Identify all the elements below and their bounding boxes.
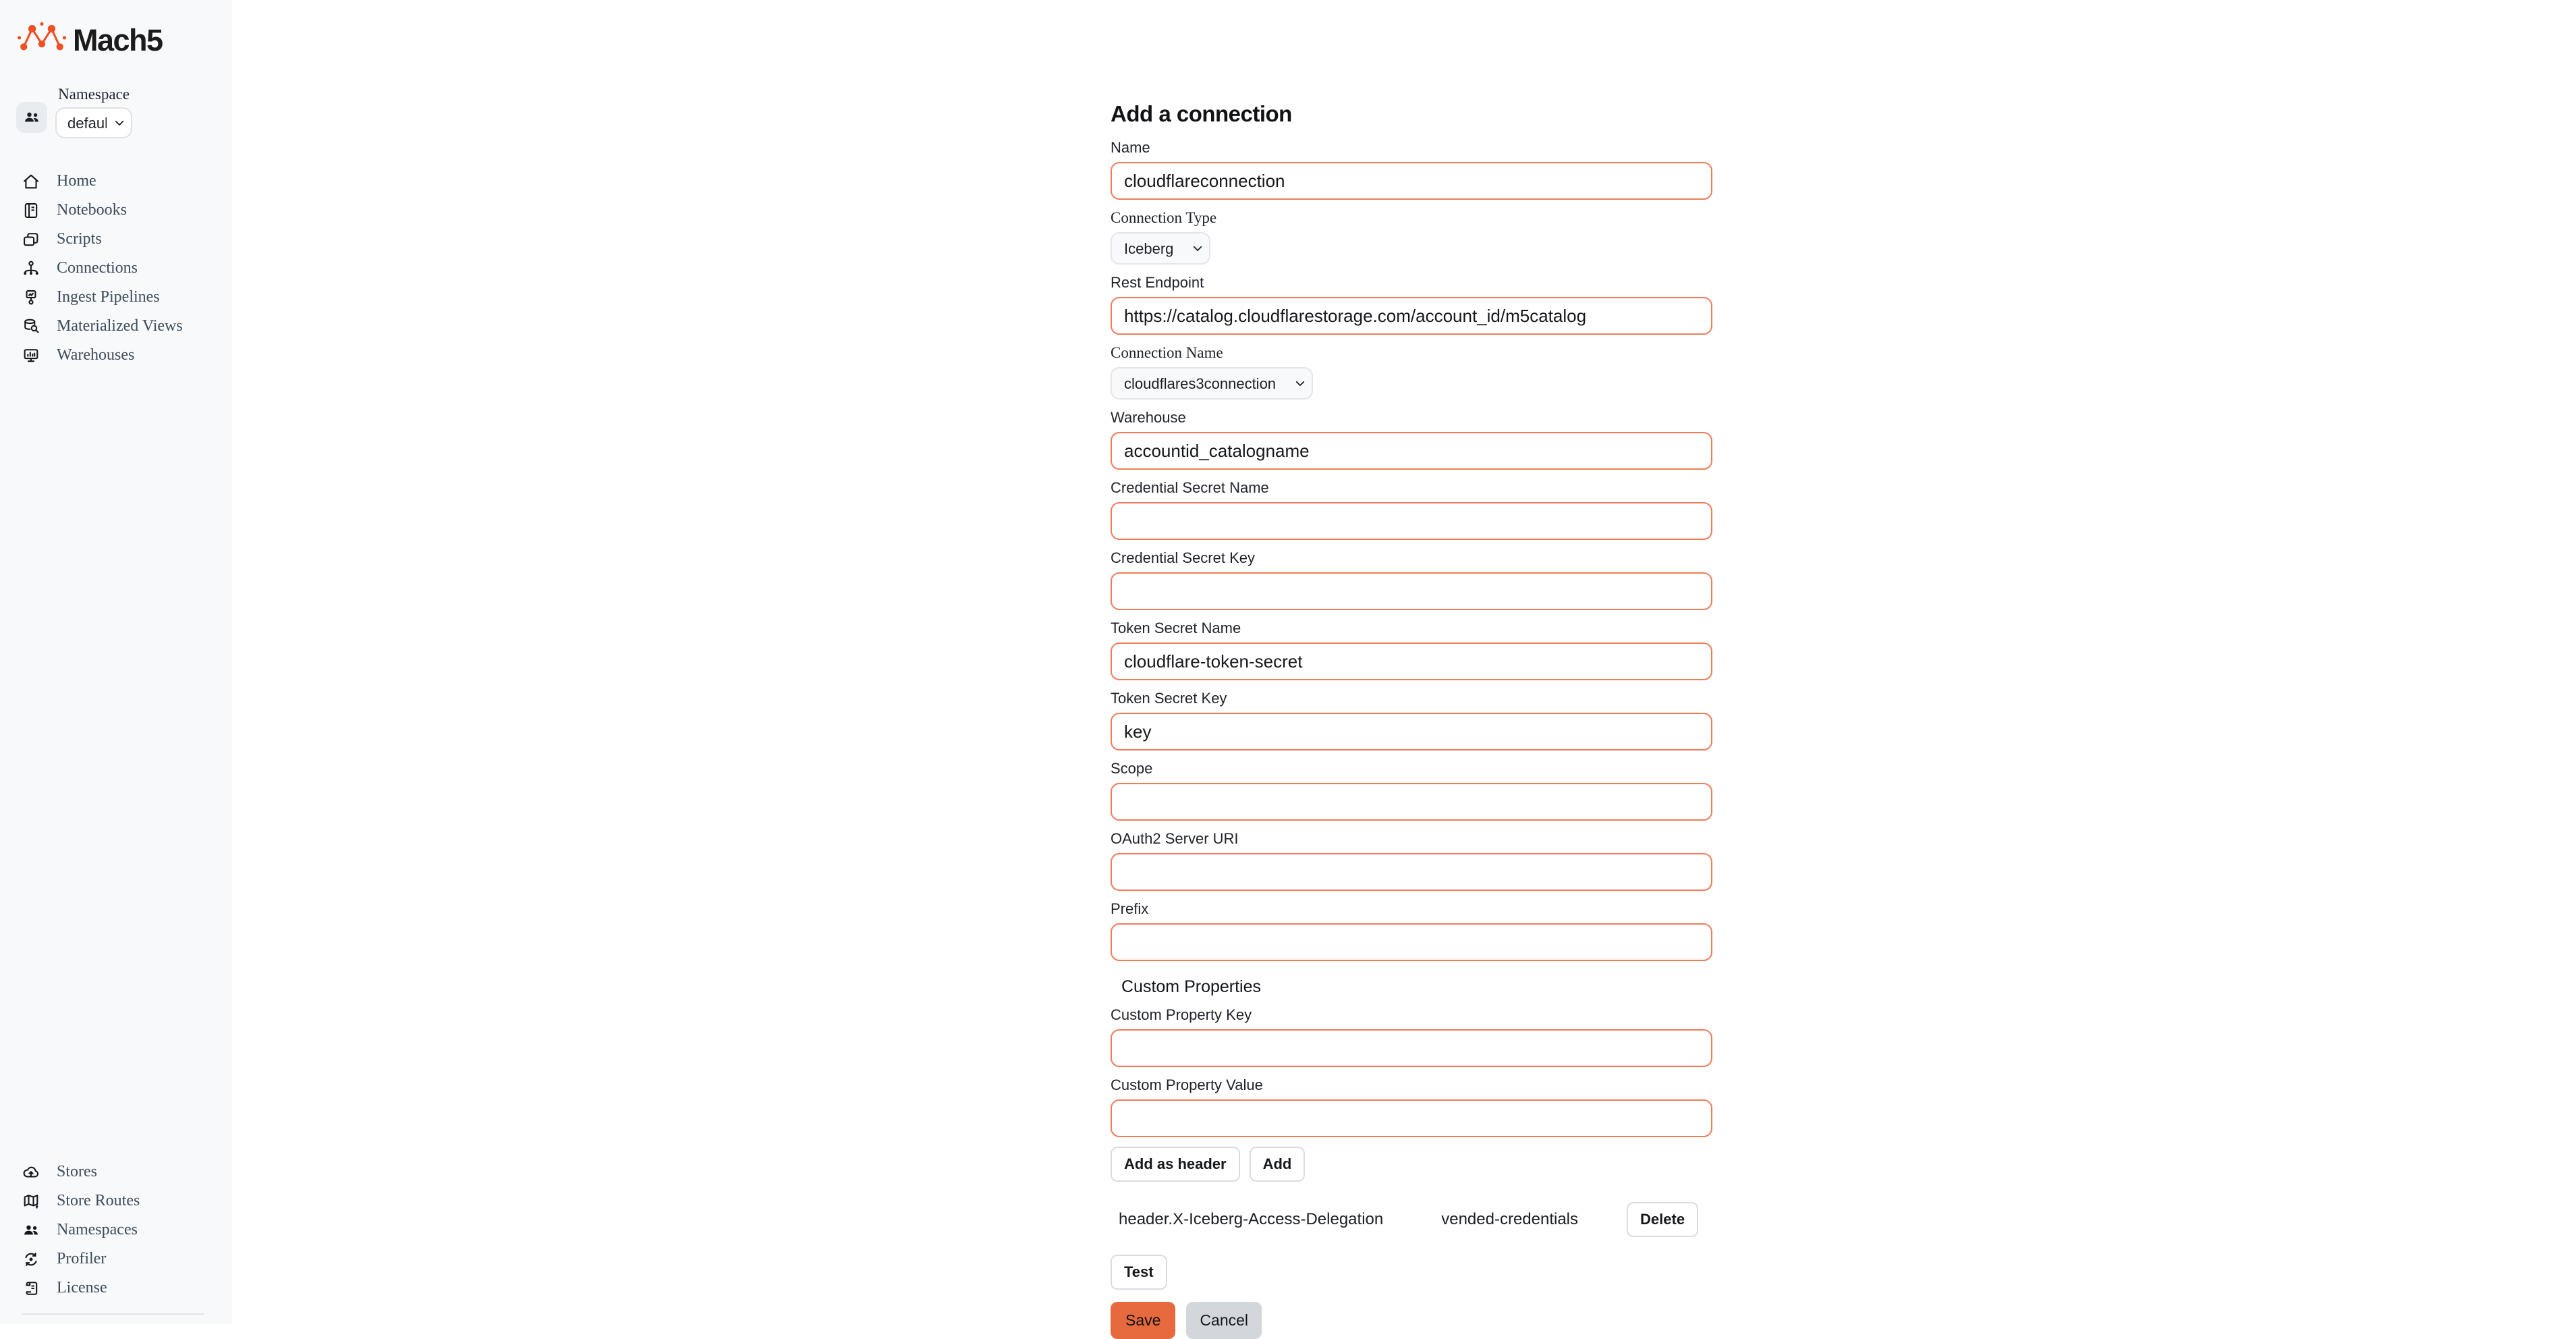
page-title: Add a connection <box>1111 101 1712 127</box>
credential-secret-key-input[interactable] <box>1111 572 1712 610</box>
warehouse-label: Warehouse <box>1111 409 1712 427</box>
add-as-header-button[interactable]: Add as header <box>1111 1147 1240 1182</box>
profiler-icon <box>22 1250 40 1269</box>
token-secret-key-input[interactable] <box>1111 713 1712 750</box>
namespace-label: Namespace <box>58 86 132 103</box>
token-secret-name-label: Token Secret Name <box>1111 620 1712 637</box>
token-secret-key-label: Token Secret Key <box>1111 690 1712 707</box>
namespaces-icon <box>22 1221 40 1240</box>
sidebar <box>0 0 231 1324</box>
custom-property-key-label: Custom Property Key <box>1111 1006 1712 1024</box>
warehouses-icon <box>22 346 40 365</box>
custom-property-value-label: Custom Property Value <box>1111 1076 1712 1094</box>
brand-logo[interactable] <box>18 20 231 60</box>
sidebar-item-label: Namespaces <box>57 1221 138 1239</box>
rest-endpoint-label: Rest Endpoint <box>1111 274 1712 292</box>
sidebar-item-license[interactable] <box>0 1274 231 1303</box>
sidebar-item-store-routes[interactable] <box>0 1186 231 1215</box>
sidebar-item-label: Scripts <box>57 230 102 248</box>
test-button[interactable]: Test <box>1111 1255 1167 1290</box>
connection-type-select[interactable] <box>1111 232 1210 265</box>
namespace-select[interactable] <box>55 107 132 138</box>
connection-name-select[interactable] <box>1111 367 1313 400</box>
sidebar-item-label: Home <box>57 172 96 190</box>
sidebar-item-materialized-views[interactable] <box>0 312 231 341</box>
sidebar-item-label: Stores <box>57 1163 97 1181</box>
credential-secret-key-label: Credential Secret Key <box>1111 549 1712 567</box>
materialized-views-icon <box>22 317 40 336</box>
mach5-logo-icon <box>18 20 66 60</box>
sidebar-item-scripts[interactable] <box>0 225 231 254</box>
oauth2-server-uri-label: OAuth2 Server URI <box>1111 830 1712 848</box>
prefix-label: Prefix <box>1111 900 1712 918</box>
sidebar-item-label: Notebooks <box>57 201 127 219</box>
sidebar-item-label: License <box>57 1279 107 1297</box>
store-routes-icon <box>22 1192 40 1211</box>
sidebar-item-connections[interactable] <box>0 254 231 283</box>
sidebar-item-notebooks[interactable] <box>0 196 231 225</box>
delete-button[interactable]: Delete <box>1627 1202 1698 1237</box>
name-input[interactable] <box>1111 162 1712 200</box>
custom-property-entry-key: header.X-Iceberg-Access-Delegation <box>1119 1210 1383 1229</box>
sidebar-nav-bottom <box>0 1157 231 1303</box>
scope-input[interactable] <box>1111 783 1712 821</box>
sidebar-item-label: Store Routes <box>57 1192 140 1210</box>
credential-secret-name-input[interactable] <box>1111 502 1712 540</box>
main-content <box>231 0 2576 1324</box>
custom-property-key-input[interactable] <box>1111 1029 1712 1067</box>
connection-name-label: Connection Name <box>1111 344 1712 362</box>
oauth2-server-uri-input[interactable] <box>1111 853 1712 891</box>
sidebar-item-label: Ingest Pipelines <box>57 288 160 306</box>
credential-secret-name-label: Credential Secret Name <box>1111 479 1712 497</box>
warehouse-input[interactable] <box>1111 432 1712 470</box>
notebooks-icon <box>22 201 40 220</box>
sidebar-spacer <box>0 370 231 1157</box>
sidebar-item-warehouses[interactable] <box>0 341 231 370</box>
save-button[interactable]: Save <box>1111 1302 1175 1339</box>
sidebar-item-label: Profiler <box>57 1250 106 1268</box>
sidebar-item-home[interactable] <box>0 167 231 196</box>
sidebar-item-namespaces[interactable] <box>0 1215 231 1245</box>
cancel-button[interactable]: Cancel <box>1186 1302 1262 1339</box>
connection-type-label: Connection Type <box>1111 209 1712 227</box>
license-icon <box>22 1279 40 1298</box>
sidebar-item-label: Connections <box>57 259 138 277</box>
namespace-people-icon <box>16 102 47 133</box>
connections-icon <box>22 259 40 278</box>
custom-property-value-input[interactable] <box>1111 1099 1712 1137</box>
stores-icon <box>22 1163 40 1182</box>
sidebar-item-ingest-pipelines[interactable] <box>0 283 231 312</box>
sidebar-item-profiler[interactable] <box>0 1245 231 1274</box>
home-icon <box>22 172 40 191</box>
namespace-selector-block <box>16 84 231 138</box>
sidebar-item-label: Materialized Views <box>57 317 183 335</box>
scope-label: Scope <box>1111 760 1712 777</box>
scripts-icon <box>22 230 40 249</box>
add-button[interactable]: Add <box>1250 1147 1306 1182</box>
custom-properties-heading: Custom Properties <box>1121 977 1712 997</box>
token-secret-name-input[interactable] <box>1111 643 1712 680</box>
rest-endpoint-input[interactable] <box>1111 297 1712 335</box>
ingest-pipelines-icon <box>22 288 40 307</box>
sidebar-nav-top <box>0 167 231 370</box>
sidebar-divider <box>22 1313 204 1315</box>
add-connection-form <box>1111 101 1712 1339</box>
custom-property-entry-value: vended-credentials <box>1441 1210 1578 1229</box>
sidebar-item-stores[interactable] <box>0 1157 231 1186</box>
brand-name: Mach5 <box>73 23 163 58</box>
sidebar-item-label: Warehouses <box>57 346 134 364</box>
custom-property-entry-row <box>1111 1202 1712 1237</box>
name-label: Name <box>1111 139 1712 157</box>
prefix-input[interactable] <box>1111 923 1712 961</box>
